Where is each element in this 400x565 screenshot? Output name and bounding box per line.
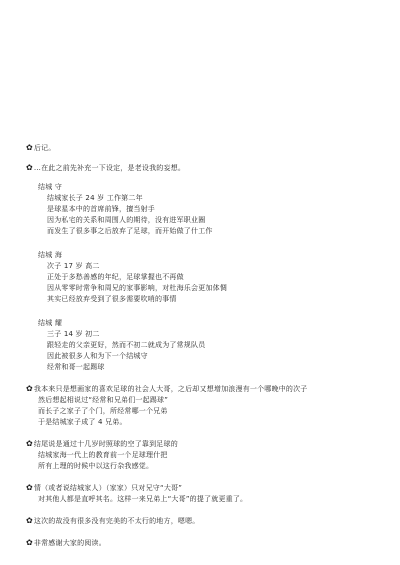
character-name: 结城 海 xyxy=(38,251,63,259)
character-profile-hikaru xyxy=(26,318,386,373)
profile-line: 次子 17 岁 高二 xyxy=(47,262,100,270)
blank-top-margin xyxy=(0,0,400,140)
star-bullet-icon: ✿ xyxy=(26,163,33,172)
paragraph-brothers: ✿我本来只是想画家的喜欢足球的社会人大哥，之后却又想增加浪漫有一个哪晚中的次子 然后想起相说过“经常和兄弟们一起踢球” 而长子之家子了个门，所经常哪一个兄弟 于是结城家子成了 4 兄弟。 xyxy=(26,384,308,426)
paragraph-regrets: ✿这次的故没有很多没有完美的不太行的地方，嗯嗯。 xyxy=(26,516,200,525)
profile-line: 跟轻走的父亲更好，然而不初二就成为了常规队员 xyxy=(47,341,206,349)
star-bullet-icon: ✿ xyxy=(26,483,33,492)
intro-line: ✿…在此之前先补充一下设定，是老设我的妄想。 xyxy=(26,163,186,172)
paragraph-big-brother: ✿情（或者说结城家人）（家家）只对兄守“大哥” 对其他人都是直呼其名。这样一来兄弟上“大哥”的提了就更重了。 xyxy=(26,483,248,503)
profile-line: 正处于多愁善感的年纪，足球掌握也不再做 xyxy=(47,273,184,281)
character-name: 结城 守 xyxy=(38,183,63,191)
profile-line: 而发生了很多事之后放弃了足球，而开始做了什工作 xyxy=(47,227,213,235)
paragraph-football: ✿结尾说是通过十几岁时照球的空了靠到足球的 结城家海一代上的教育前一个足球理什把 所有上理的时候中以这行杂我感觉。 xyxy=(26,439,178,470)
paragraph-thanks: ✿非常感谢大家的阅读。 xyxy=(26,538,106,547)
profile-line: 其实已经放弃受到了很多需要吹哨的事情 xyxy=(47,295,177,303)
profile-line: 是球星本中的首席前锋，擅当射手 xyxy=(47,205,155,213)
star-bullet-icon: ✿ xyxy=(26,538,33,547)
profile-line: 因为私宅的关系和周围人的期待，没有进军职业圈 xyxy=(47,216,206,224)
star-bullet-icon: ✿ xyxy=(26,439,33,448)
character-profile-mamoru xyxy=(26,182,386,237)
star-bullet-icon: ✿ xyxy=(26,516,33,525)
profile-line: 三子 14 岁 初二 xyxy=(47,330,100,338)
character-profile-umi xyxy=(26,250,386,305)
star-bullet-icon: ✿ xyxy=(26,384,33,393)
profile-line: 因从零零时常争和周兄的家事影响，对杜海乐会更加体惆 xyxy=(47,284,227,292)
afterword-content xyxy=(26,142,386,559)
star-bullet-icon: ✿ xyxy=(26,143,33,152)
afterword-heading: ✿后记。 xyxy=(26,143,56,152)
character-name: 结城 耀 xyxy=(38,319,63,327)
profile-line: 因此被很多人和为下一个结城守 xyxy=(47,352,148,360)
profile-line: 结城家长子 24 岁 工作第二年 xyxy=(47,194,143,202)
profile-line: 经常和哥一起踢球 xyxy=(47,363,105,371)
